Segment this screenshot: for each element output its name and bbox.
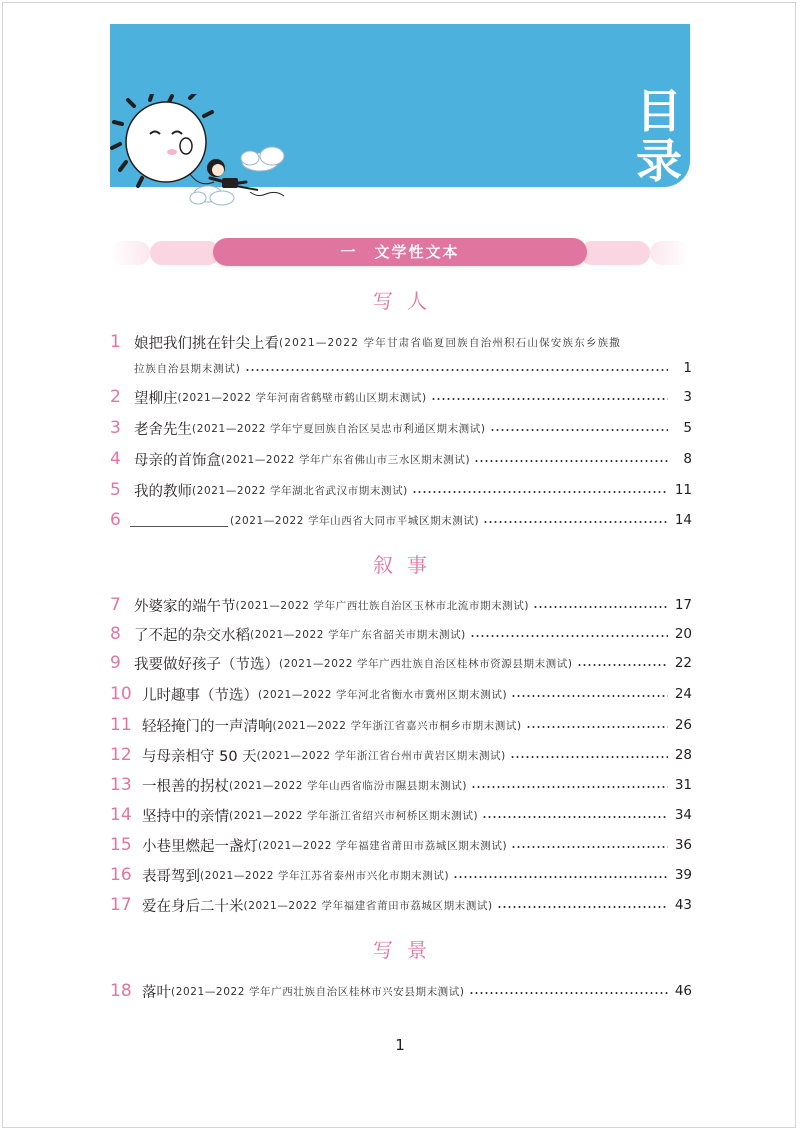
toc-entry-2[interactable] [110,385,692,409]
entry-number: 4 [110,449,121,469]
entry-source: (2021—2022 学年广西壮族自治区桂林市资源县期末测试) [279,657,573,670]
entry-title: 落叶 [142,984,171,1001]
entry-source: (2021—2022 学年广西壮族自治区玉林市北流市期末测试) [235,599,530,612]
entry-page: 26 [674,717,692,733]
entry-source: (2021—2022 学年山西省大同市平城区期末测试) [230,514,480,527]
leader-dots [412,491,668,493]
entry-title: 老舍先生 [134,421,192,438]
toc-entry-5[interactable] [110,478,692,502]
entry-title: 母亲的首饰盒 [134,452,221,469]
entry-page: 17 [674,597,692,613]
toc-entry-12[interactable] [110,743,692,767]
entry-source: (2021—2022 学年山西省临汾市隰县期末测试) [229,779,468,792]
section-label: 一 文学性文本 [213,238,587,266]
entry-number: 17 [110,895,132,915]
entry-number: 10 [110,684,132,704]
sun-child-illustration-icon [110,94,310,214]
leader-dots [431,398,668,400]
entry-page: 1 [683,360,692,376]
leader-dots [470,635,668,637]
leader-dots [245,369,668,371]
leader-dots [490,429,668,431]
entry-source: (2021—2022 学年河南省鹤壁市鹤山区期末测试) [177,391,427,404]
entry-number: 5 [110,480,121,500]
entry-page: 5 [683,420,692,436]
toc-entry-13[interactable] [110,773,692,797]
entry-page: 22 [674,655,692,671]
entry-number: 16 [110,865,132,885]
entry-page: 46 [674,983,692,999]
leader-dots [474,460,668,462]
entry-page: 24 [674,686,692,702]
group-title-scenery: 写景 [373,938,441,962]
entry-page: 28 [674,747,692,763]
entry-number: 13 [110,775,132,795]
entry-page: 43 [674,897,692,913]
toc-entry-17[interactable] [110,893,692,917]
entry-page: 31 [674,777,692,793]
entry-title: 儿时趣事（节选） [142,687,258,704]
entry-title: 望柳庄 [134,390,178,407]
toc-entry-8[interactable] [110,622,692,646]
entry-page: 8 [683,451,692,467]
entry-number: 15 [110,835,132,855]
entry-number: 11 [110,715,132,735]
bar-fade-left-2 [150,241,220,265]
entry-source: (2021—2022 学年宁夏回族自治区吴忠市利通区期末测试) [192,422,486,435]
toc-entry-9[interactable] [110,651,692,675]
leader-dots [469,992,668,994]
entry-source: (2021—2022 学年广东省佛山市三水区期末测试) [221,453,471,466]
entry-source: (2021—2022 学年福建省莆田市荔城区期末测试) [258,839,508,852]
leader-dots [511,846,668,848]
page-number: 1 [395,1036,405,1054]
entry-number: 9 [110,653,121,673]
leader-dots [510,756,668,758]
entry-source: (2021—2022 学年浙江省台州市黄岩区期末测试) [256,749,506,762]
entry-source: (2021—2022 学年河北省衡水市冀州区期末测试) [258,688,508,701]
entry-number: 3 [110,418,121,438]
leader-dots [483,521,668,523]
entry-title: 外婆家的端午节 [134,598,236,615]
leader-dots [533,606,668,608]
entry-source: (2021—2022 学年甘肃省临夏回族自治州积石山保安族东乡族撒 [279,336,621,349]
section-header [110,238,690,268]
entry-source: (2021—2022 学年浙江省绍兴市柯桥区期末测试) [229,809,479,822]
entry-title: 轻轻掩门的一声清响 [142,718,273,735]
leader-dots [482,816,668,818]
toc-entry-16[interactable] [110,863,692,887]
entry-title: 了不起的杂交水稻 [134,627,250,644]
entry-source: (2021—2022 学年江苏省泰州市兴化市期末测试) [200,869,450,882]
toc-entry-4[interactable] [110,447,692,471]
leader-dots [511,695,668,697]
entry-number: 6 [110,510,121,530]
contents-title: 目录 [636,84,682,187]
bar-fade-right [650,241,690,265]
toc-entry-7[interactable] [110,593,692,617]
entry-source: (2021—2022 学年浙江省嘉兴市桐乡市期末测试) [272,719,522,732]
entry-page: 14 [674,512,692,528]
entry-source: (2021—2022 学年广西壮族自治区桂林市兴安县期末测试) [171,985,465,998]
entry-title: 娘把我们挑在针尖上看 [134,335,279,352]
entry-page: 36 [674,837,692,853]
entry-source: (2021—2022 学年广东省韶关市期末测试) [250,628,466,641]
toc-entry-14[interactable] [110,803,692,827]
entry-page: 20 [674,626,692,642]
entry-page: 39 [674,867,692,883]
toc-entry-1[interactable] [110,331,692,353]
toc-entry-10[interactable] [110,682,692,706]
entry-number: 2 [110,387,121,407]
group-title-portrait: 写人 [373,289,441,313]
leader-dots [497,906,668,908]
entry-page: 34 [674,807,692,823]
entry-source-cont: 拉族自治县期末测试) [134,362,241,375]
bar-fade-right-2 [580,241,650,265]
entry-title: 我的教师 [134,483,192,500]
entry-number: 8 [110,624,121,644]
entry-title: 表哥驾到 [142,868,200,885]
entry-title: 坚持中的亲情 [142,808,229,825]
group-title-narrative: 叙事 [373,553,441,577]
bar-fade-left [110,241,150,265]
toc-entry-3[interactable] [110,416,692,440]
toc-entry-18[interactable] [110,979,692,1003]
leader-dots [577,664,668,666]
entry-title: 爱在身后二十米 [142,898,244,915]
entry-title: 一根善的拐杖 [142,778,229,795]
leader-dots [526,726,668,728]
entry-page: 3 [683,389,692,405]
entry-number: 12 [110,745,132,765]
entry-source: (2021—2022 学年福建省莆田市荔城区期末测试) [243,899,493,912]
entry-source: (2021—2022 学年湖北省武汉市期末测试) [192,484,408,497]
toc-entry-6[interactable] [110,508,692,532]
fill-in-blank[interactable] [130,514,228,527]
leader-dots [453,876,668,878]
entry-number: 18 [110,981,132,1001]
toc-entry-1-cont[interactable] [134,357,692,379]
entry-page: 11 [674,482,692,498]
entry-number: 7 [110,595,121,615]
leader-dots [471,786,668,788]
entry-title: 我要做好孩子（节选） [134,656,279,673]
entry-title: 小巷里燃起一盏灯 [142,838,258,855]
entry-number: 1 [110,332,121,352]
toc-entry-11[interactable] [110,713,692,737]
toc-entry-15[interactable] [110,833,692,857]
entry-number: 14 [110,805,132,825]
entry-title: 与母亲相守 50 天 [142,748,257,765]
